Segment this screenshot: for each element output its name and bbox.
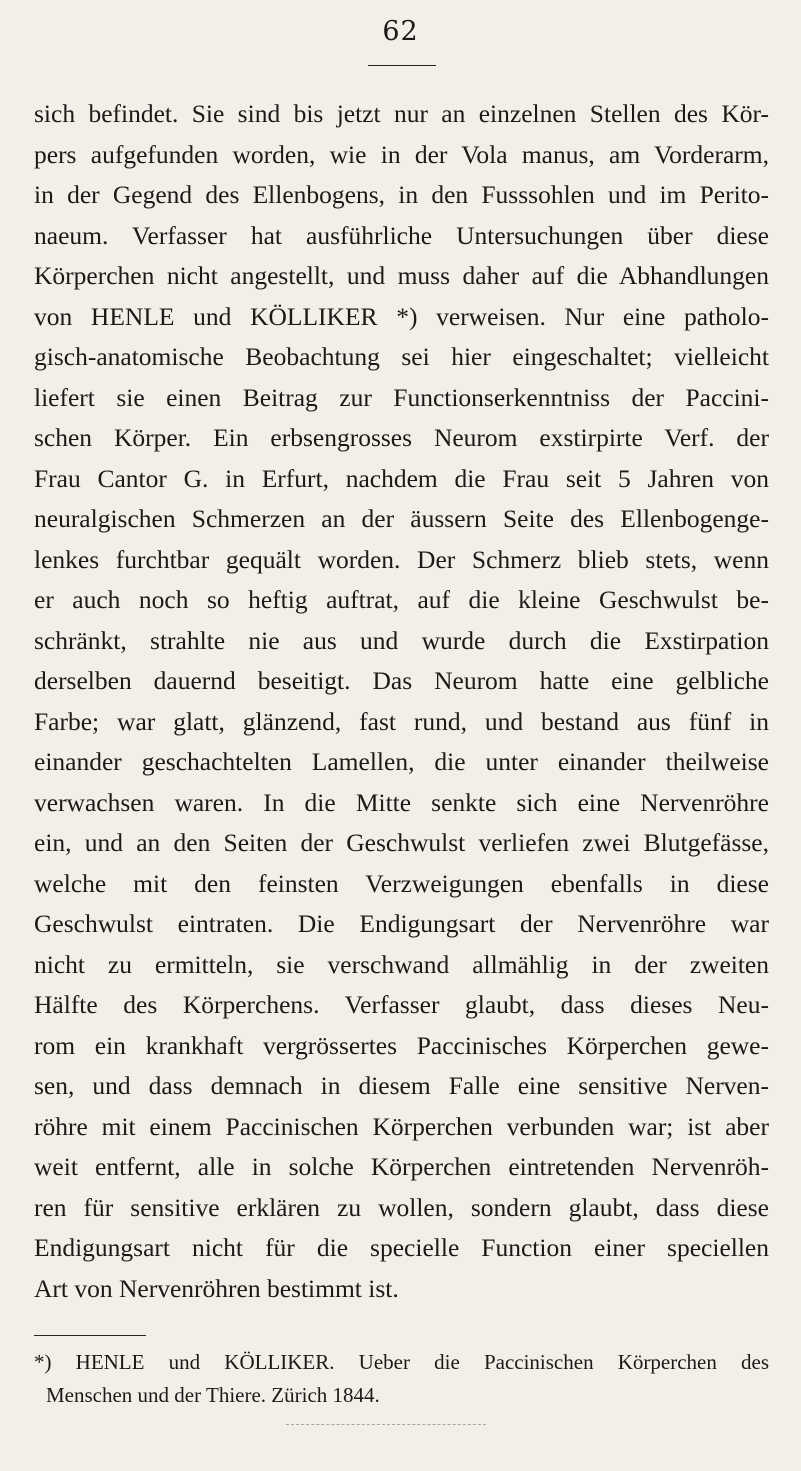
bottom-decorative-rule [286,1424,486,1425]
body-line: lenkes furchtbar gequält worden. Der Schmerz blieb stets, wenn [34,544,769,574]
body-line: ein, und an den Seiten der Geschwulst verliefen zwei Blutgefässe, [34,828,769,857]
body-line: in der Gegend des Ellenbogens, in den Fusssohlen und im Perito- [34,180,769,209]
page-number-rule [368,65,436,66]
body-line: Endigungsart nicht für die specielle Function einer speciellen [34,1233,769,1262]
body-line: weit entfernt, alle in solche Körperchen eintretenden Nervenröh- [34,1152,769,1181]
body-line: liefert sie einen Beitrag zur Functionserkenntniss der Paccini- [34,382,769,412]
body-line: pers aufgefunden worden, wie in der Vola manus, am Vorderarm, [34,139,769,169]
footnote-line: *) HENLE und KÖLLIKER. Ueber die Paccinischen Körperchen des [34,1350,769,1374]
body-line: einander geschachtelten Lamellen, die unter einander theilweise [34,747,769,776]
body-line: sen, und dass demnach in diesem Falle eine sensitive Nerven- [34,1071,769,1100]
footnote [34,1346,769,1412]
body-line: er auch noch so heftig auftrat, auf die kleine Geschwulst be- [34,585,769,614]
body-line: ren für sensitive erklären zu wollen, sondern glaubt, dass diese [34,1192,769,1222]
body-line: derselben dauernd beseitigt. Das Neurom hatte eine gelbliche [34,666,769,695]
body-line: gisch-anatomische Beobachtung sei hier eingeschaltet; vielleicht [34,342,769,371]
body-text [34,94,769,1309]
body-line: Art von Nervenröhren bestimmt ist. [34,1273,399,1303]
body-line: naeum. Verfasser hat ausführliche Untersuchungen über diese [34,220,769,250]
body-line: Farbe; war glatt, glänzend, fast rund, und bestand aus fünf in [34,706,769,736]
body-line: welche mit den feinsten Verzweigungen ebenfalls in diese [34,868,769,898]
body-line: Körperchen nicht angestellt, und muss daher auf die Abhandlungen [34,261,769,290]
body-line: neuralgischen Schmerzen an der äussern Seite des Ellenbogenge- [34,504,769,533]
body-line: Frau Cantor G. in Erfurt, nachdem die Frau seit 5 Jahren von [34,463,769,493]
body-line: schen Körper. Ein erbsengrosses Neurom exstirpirte Verf. der [34,423,769,452]
body-line: sich befindet. Sie sind bis jetzt nur an einzelnen Stellen des Kör- [34,99,769,128]
body-line: Hälfte des Körperchens. Verfasser glaubt, dass dieses Neu- [34,990,769,1019]
body-line: rom ein krankhaft vergrössertes Paccinisches Körperchen gewe- [34,1030,769,1060]
body-line: verwachsen waren. In die Mitte senkte sich eine Nervenröhre [34,787,769,817]
body-line: nicht zu ermitteln, sie verschwand allmählig in der zweiten [34,949,769,979]
page-number: 62 [382,16,419,47]
body-line: Geschwulst eintraten. Die Endigungsart der Nervenröhre war [34,909,769,938]
footnote-line: Menschen und der Thiere. Zürich 1844. [46,1383,380,1407]
body-line: von HENLE und KÖLLIKER *) verweisen. Nur eine patholo- [34,301,769,331]
footnote-rule [34,1335,146,1336]
body-line: schränkt, strahlte nie aus und wurde durch die Exstirpation [34,625,769,655]
body-line: röhre mit einem Paccinischen Körperchen verbunden war; ist aber [34,1111,769,1141]
